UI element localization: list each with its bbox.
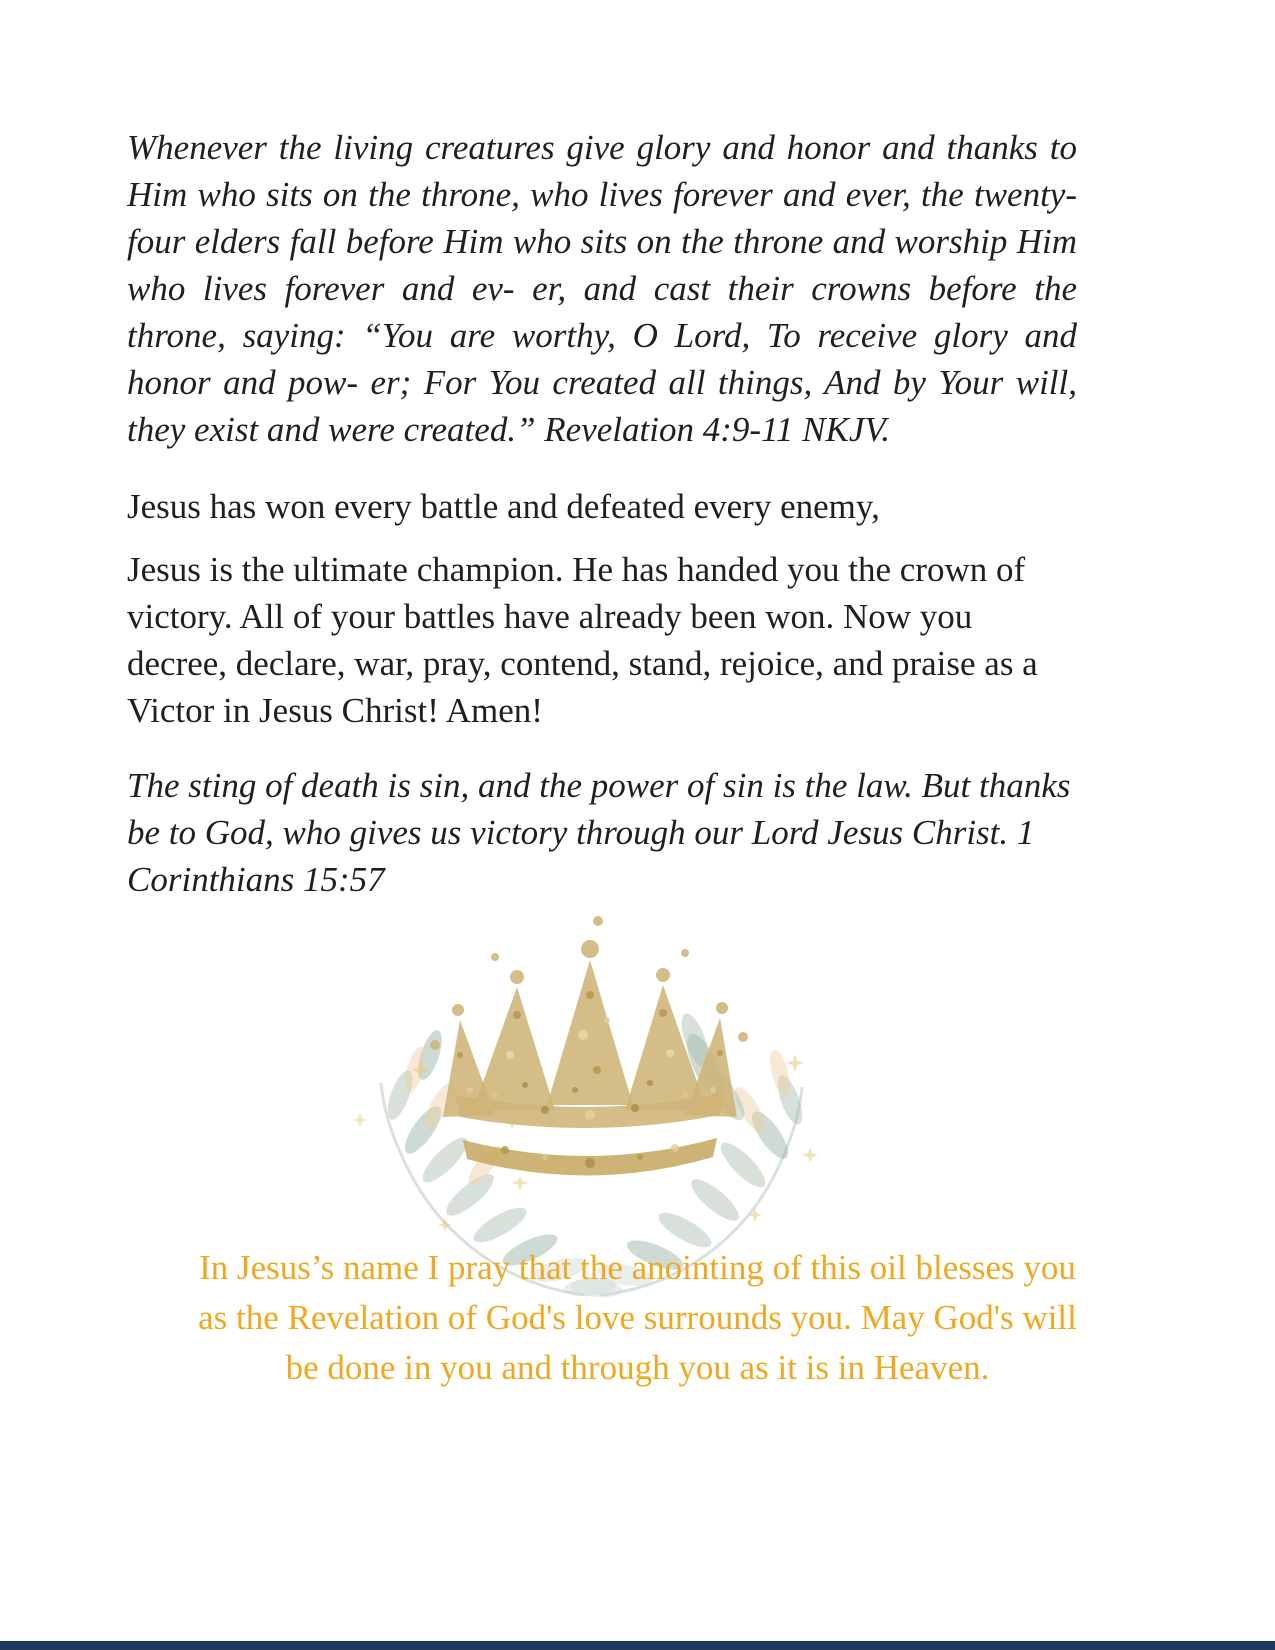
prayer-line-3: be done in you and through you as it is in Heaven. <box>285 1348 990 1387</box>
prayer-paragraph <box>0 1243 1275 1393</box>
sparkle-icon <box>802 1147 818 1163</box>
sparkle-icon <box>353 1113 367 1127</box>
prayer-line-2: as the Revelation of God's love surrounds you. May God's will <box>198 1298 1077 1337</box>
crown-tip-ball <box>656 968 670 982</box>
prayer-line-1: In Jesus’s name I pray that the anointing of this oil blesses you <box>199 1248 1076 1287</box>
crown-tip-ball <box>581 940 599 958</box>
declaration-intro-line: Jesus has won every battle and defeated every enemy, <box>127 487 880 526</box>
leaf <box>469 1201 531 1248</box>
crown-tip-ball <box>452 1004 464 1016</box>
crown-center-spike <box>547 960 633 1105</box>
leaf <box>715 1137 772 1194</box>
glitter-speck <box>593 916 603 926</box>
crown-band <box>463 1138 717 1176</box>
glitter-speck <box>738 1032 748 1042</box>
declaration-body-paragraph: Jesus is the ultimate champion. He has handed you the crown of victory. All of your battles have already been won. Now you decree, declare, war, pray, contend, stand, rejoice, and praise as a Victor in Jesus Christ! Amen! <box>127 550 1038 730</box>
scripture-corinthians-paragraph: The sting of death is sin, and the power of sin is the law. But thanks be to God, who gives us victory through our Lord Jesus Christ. 1 Corinthians 15:57 <box>127 766 1071 899</box>
leaf <box>686 1173 745 1227</box>
scripture-revelation-paragraph: Whenever the living creatures give glory and honor and thanks to Him who sits on the throne, who lives forever and ever, the twenty-four elders fall before Him who sits on the throne and worship Him who lives forever and ev- er, and cast their crowns before the throne, saying: “You are worthy, O Lord, To receive glory and honor and pow- er; For You created all things, And by Your will, they exist and were created.” Revelation 4:9-11 NKJV. <box>127 128 1077 449</box>
crown-tip-ball <box>510 970 524 984</box>
sparkle-icon <box>512 1175 528 1191</box>
glitter-speck <box>491 953 499 961</box>
sparkle-icon <box>786 1054 804 1072</box>
sparkle-icon <box>748 1208 762 1222</box>
glitter-speck <box>681 949 689 957</box>
crown-tip-ball <box>716 1002 728 1014</box>
glitter-speck <box>430 1040 440 1050</box>
document-body <box>127 124 1077 903</box>
page-footer-bar <box>0 1641 1275 1650</box>
